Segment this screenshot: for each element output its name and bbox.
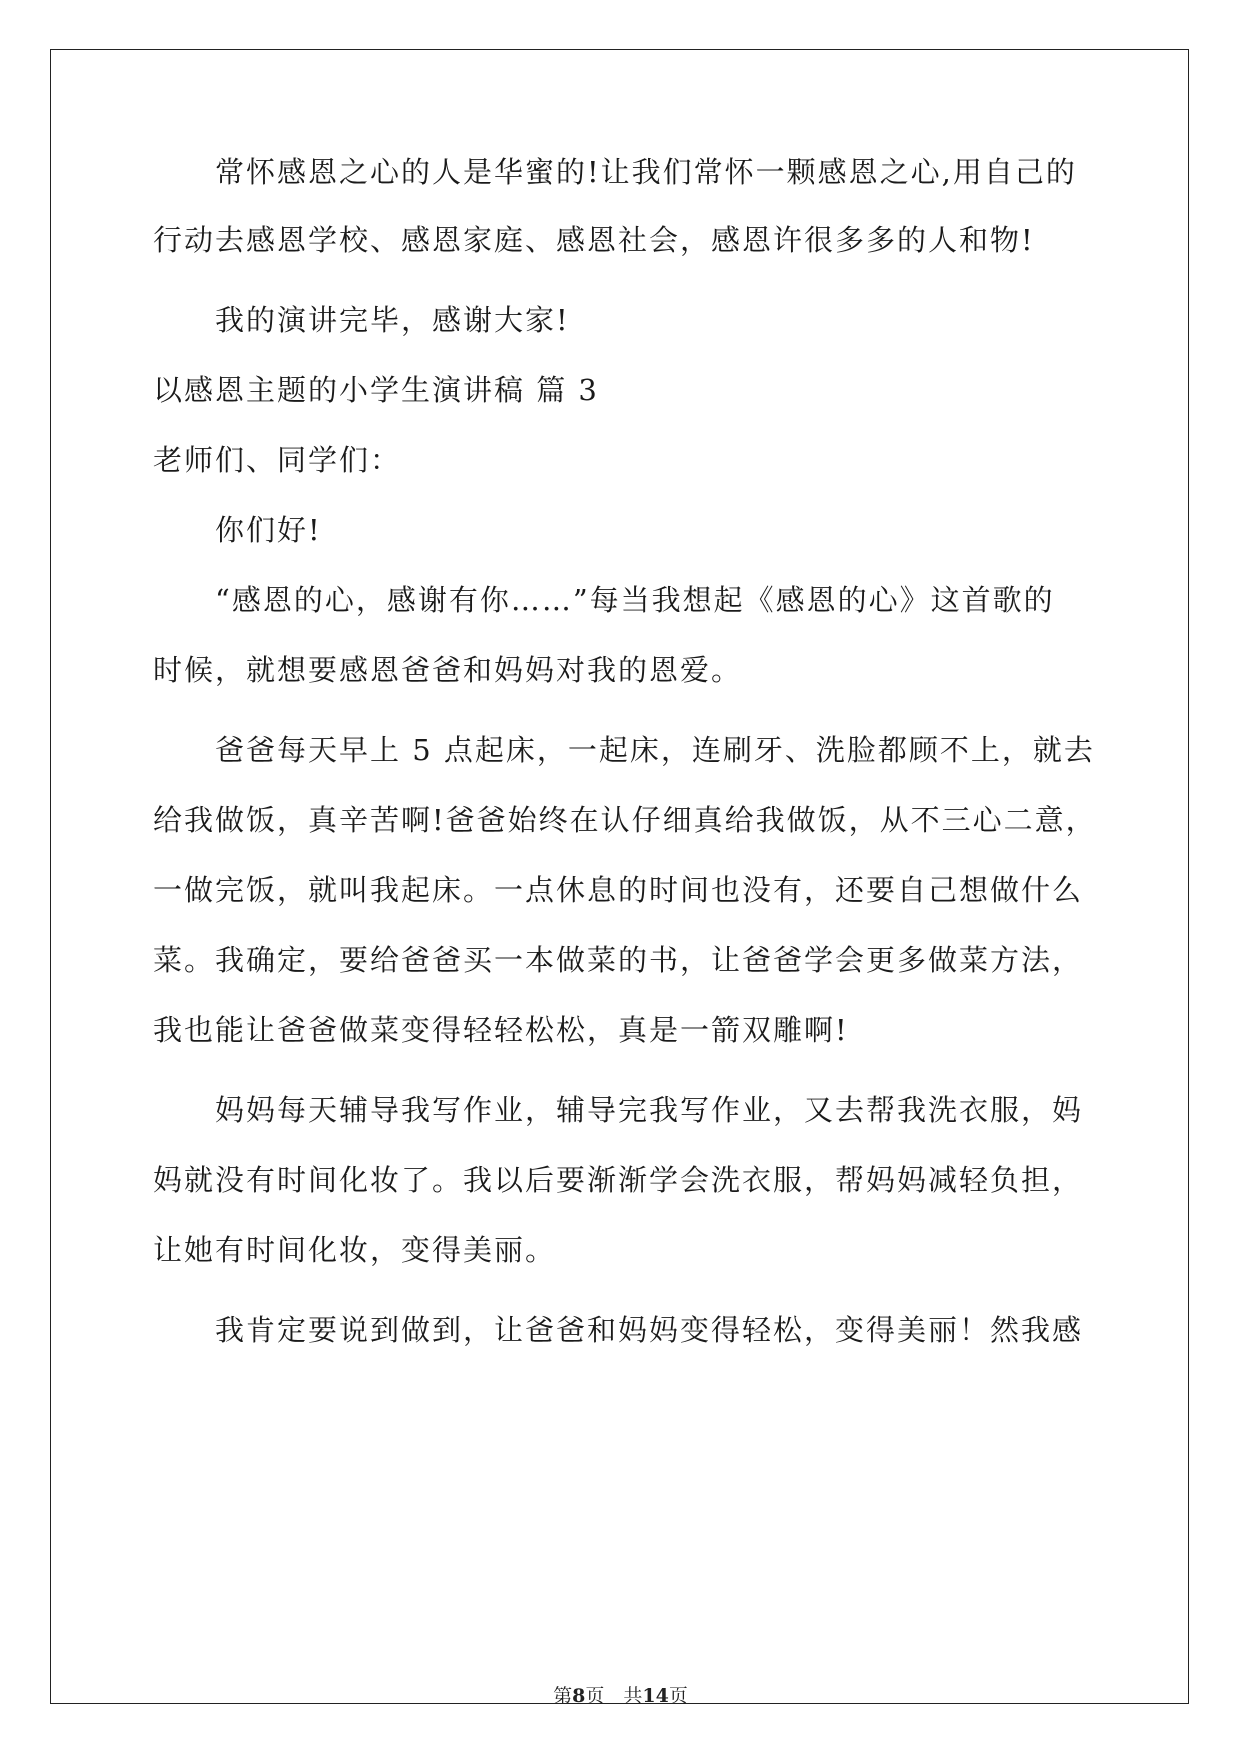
- paragraph-line: 爸爸每天早上 5 点起床，一起床，连刷牙、洗脸都顾不上，就去: [215, 733, 1095, 767]
- salutation: 老师们、同学们：: [153, 443, 402, 477]
- paragraph-line: “感恩的心，感谢有你……”每当我想起《感恩的心》这首歌的: [215, 583, 1055, 617]
- greeting: 你们好!: [215, 513, 322, 547]
- paragraph-line: 时候，就想要感恩爸爸和妈妈对我的恩爱。: [153, 653, 743, 687]
- paragraph-line: 我也能让爸爸做菜变得轻轻松松，真是一箭双雕啊!: [153, 1013, 849, 1047]
- current-page-number: 8: [572, 1685, 586, 1707]
- paragraph-line: 常怀感恩之心的人是华蜜的!让我们常怀一颗感恩之心,用自己的: [215, 155, 1077, 189]
- section-heading: 以感恩主题的小学生演讲稿 篇 3: [153, 373, 599, 407]
- total-page-number: 14: [642, 1685, 669, 1707]
- paragraph-line: 给我做饭，真辛苦啊!爸爸始终在认仔细真给我做饭，从不三心二意，: [153, 803, 1097, 837]
- page-number-footer: [0, 1684, 1241, 1708]
- paragraph-line: 妈就没有时间化妆了。我以后要渐渐学会洗衣服，帮妈妈减轻负担，: [153, 1163, 1084, 1197]
- paragraph-line: 我肯定要说到做到，让爸爸和妈妈变得轻松，变得美丽！然我感: [215, 1313, 1084, 1347]
- paragraph-line: 让她有时间化妆，变得美丽。: [153, 1233, 557, 1267]
- paragraph-line: 菜。我确定，要给爸爸买一本做菜的书，让爸爸学会更多做菜方法，: [153, 943, 1084, 977]
- paragraph-line: 行动去感恩学校、感恩家庭、感恩社会，感恩许很多多的人和物!: [153, 223, 1035, 257]
- page-suffix: 页: [668, 1685, 688, 1707]
- page-prefix: 第: [553, 1685, 573, 1707]
- page-mid: 页 共: [585, 1685, 643, 1707]
- paragraph-line: 我的演讲完毕，感谢大家!: [215, 303, 570, 337]
- paragraph-line: 一做完饭，就叫我起床。一点休息的时间也没有，还要自己想做什么: [153, 873, 1084, 907]
- paragraph-line: 妈妈每天辅导我写作业，辅导完我写作业，又去帮我洗衣服，妈: [215, 1093, 1084, 1127]
